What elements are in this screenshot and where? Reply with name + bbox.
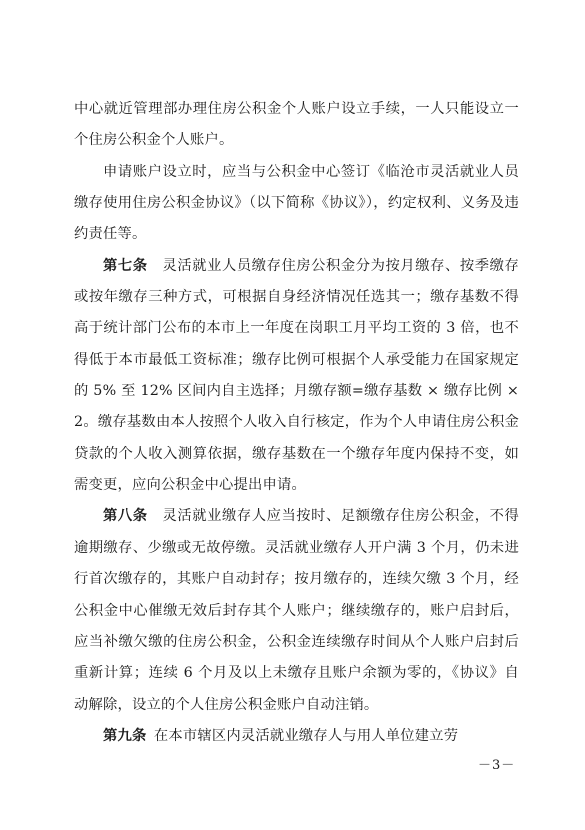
article-7 bbox=[74, 251, 519, 502]
article-9-text: 在本市辖区内灵活就业缴存人与用人单位建立劳 bbox=[153, 727, 459, 744]
document-body bbox=[74, 94, 519, 752]
article-7-text: 灵活就业人员缴存住房公积金分为按月缴存、按季缴存或按年缴存三种方式，可根据自身经济情况任选其一；缴存基数不得高于统计部门公布的本市上一年度在岗职工月平均工资的 3 倍，也不得低于本市最低工资标准；缴存比例可根据个人承受能力在国家规定的 5% 至 12% 区间内自主选择；月缴存额=缴存基数 × 缴存比例 × 2。缴存基数由本人按照个人收入自行核定，作为个人申请住房公积金贷款的个人收入测算依据，缴存基数在一个缴存年度内保持不变，如需变更，应向公积金中心提出申请。 bbox=[74, 257, 519, 494]
article-7-title: 第七条 bbox=[103, 257, 148, 274]
paragraph-2 bbox=[74, 157, 519, 251]
paragraph-text: 申请账户设立时，应当与公积金中心签订《临沧市灵活就业人员缴存使用住房公积金协议》（以下简称《协议》），约定权利、义务及违约责任等。 bbox=[74, 163, 519, 243]
article-9-title: 第九条 bbox=[103, 727, 147, 744]
article-8-title: 第八条 bbox=[103, 508, 148, 525]
page-number: －3－ bbox=[478, 758, 516, 773]
article-8-text: 灵活就业缴存人应当按时、足额缴存住房公积金，不得逾期缴存、少缴或无故停缴。灵活就业缴存人开户满 3 个月，仍未进行首次缴存的，其账户自动封存；按月缴存的，连续欠缴 3 个月，经公积金中心催缴无效后封存其个人账户；继续缴存的，账户启封后，应当补缴欠缴的住房公积金，公积金连续缴存时间从个人账户启封后重新计算；连续 6 个月及以上未缴存且账户余额为零的，《协议》自动解除，设立的个人住房公积金账户自动注销。 bbox=[74, 508, 519, 713]
paragraph-text: 中心就近管理部办理住房公积金个人账户设立手续，一人只能设立一个住房公积金个人账户。 bbox=[74, 101, 519, 149]
article-8 bbox=[74, 501, 519, 720]
article-9 bbox=[74, 721, 519, 752]
paragraph-1 bbox=[74, 94, 519, 157]
